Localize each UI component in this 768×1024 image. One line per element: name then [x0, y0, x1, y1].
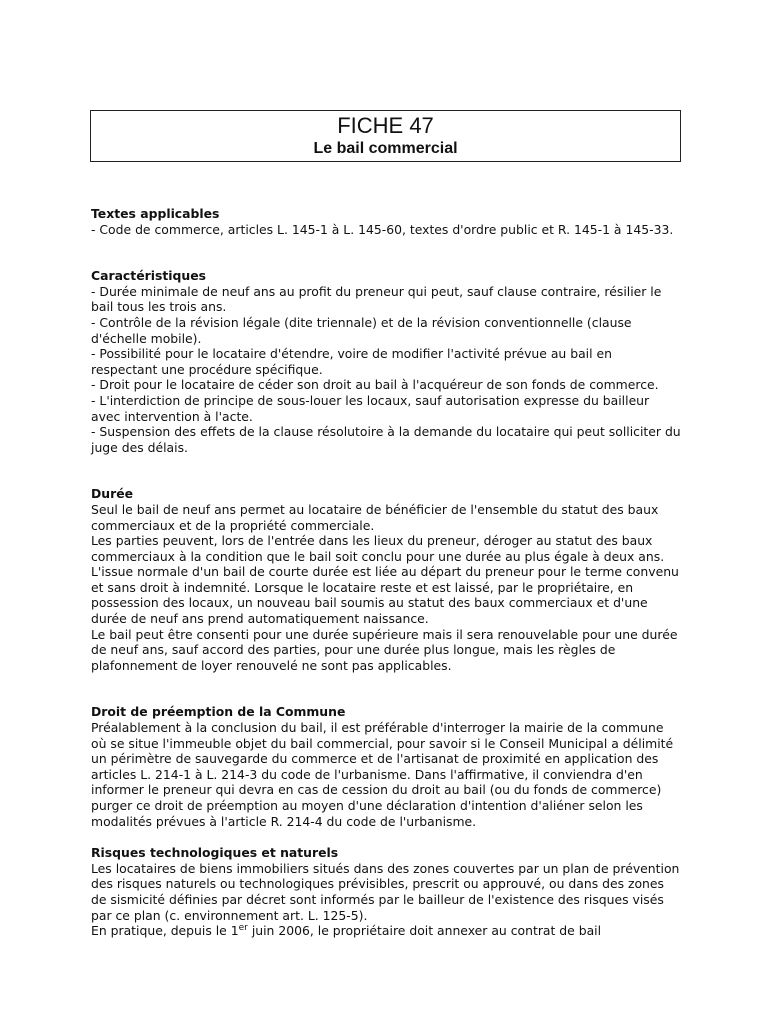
- paragraph: Les parties peuvent, lors de l'entrée dans les lieux du preneur, déroger au statut des baux commerciaux à la condition que le bail soit conclu pour une durée au plus égale à deux ans. L'issue normale d'un bail de courte durée est liée au départ du preneur pour le terme convenu et sans droit à indemnité. Lorsque le locataire reste et est laissé, par le propriétaire, en possession des locaux, un nouveau bail soumis au statut des baux commerciaux et d'une durée de neuf ans prend automatiquement naissance.: [91, 533, 679, 627]
- paragraph-last: [91, 923, 681, 939]
- section-heading: Risques technologiques et naturels: [91, 845, 339, 861]
- paragraph: - L'interdiction de principe de sous-louer les locaux, sauf autorisation expresse du bailleur avec intervention à l'acte.: [91, 392, 650, 424]
- paragraph: - Durée minimale de neuf ans au profit du preneur qui peut, sauf clause contraire, résilier le bail tous les trois ans.: [91, 283, 662, 315]
- text-run: En pratique, depuis le 1: [91, 923, 239, 939]
- section-heading: Droit de préemption de la Commune: [91, 704, 346, 720]
- text-run: juin 2006, le propriétaire doit annexer au contrat de bail: [247, 923, 602, 939]
- document-body: [91, 206, 681, 939]
- section-heading: Caractéristiques: [91, 268, 206, 284]
- paragraph: - Droit pour le locataire de céder son droit au bail à l'acquéreur de son fonds de commerce.: [91, 377, 659, 393]
- paragraph: - Code de commerce, articles L. 145-1 à L. 145-60, textes d'ordre public et R. 145-1 à 145-33.: [91, 221, 674, 237]
- page-subtitle: Le bail commercial: [313, 140, 458, 157]
- section-duree: [91, 486, 681, 673]
- section-preemption: [91, 704, 681, 829]
- superscript: er: [238, 923, 248, 934]
- paragraph: - Contrôle de la révision légale (dite triennale) et de la révision conventionnelle (clause d'échelle mobile).: [91, 314, 632, 346]
- paragraph: Le bail peut être consenti pour une durée supérieure mais il sera renouvelable pour une durée de neuf ans, sauf accord des parties, pour une durée plus longue, mais les règles de plafonnement de loyer renouvelé ne sont pas applicables.: [91, 626, 678, 673]
- paragraph: - Suspension des effets de la clause résolutoire à la demande du locataire qui peut solliciter du juge des délais.: [91, 424, 681, 455]
- section-risques: [91, 845, 681, 939]
- section-heading: Textes applicables: [91, 206, 220, 221]
- paragraph: - Possibilité pour le locataire d'étendre, voire de modifier l'activité prévue au bail en respectant une procédure spécifique.: [91, 346, 612, 377]
- section-heading: Durée: [91, 486, 134, 502]
- paragraph: Seul le bail de neuf ans permet au locataire de bénéficier de l'ensemble du statut des baux commerciaux et de la propriété commerciale.: [91, 501, 659, 533]
- page-title: FICHE 47: [337, 113, 434, 138]
- section-caracteristiques: [91, 268, 681, 455]
- paragraph: Les locataires de biens immobiliers situés dans des zones couvertes par un plan de prévention des risques naturels ou technologiques prévisibles, prescrit ou approuvé, ou dans des zones de sismicité définies par décret sont informés par le bailleur de l'existence des risques visés par ce plan (c. environnement art. L. 125-5).: [91, 860, 680, 923]
- section-textes: [91, 206, 681, 237]
- paragraph: Préalablement à la conclusion du bail, il est préférable d'interroger la mairie de la commune où se situe l'immeuble objet du bail commercial, pour savoir si le Conseil Municipal a délimité un périmètre de sauvegarde du commerce et de l'artisanat de proximité en application des articles L. 214-1 à L. 214-3 du code de l'urbanisme. Dans l'affirmative, il conviendra d'en informer le preneur qui devra en cas de cession du droit au bail (ou du fonds de commerce) purger ce droit de préemption au moyen d'une déclaration d'intention d'aliéner selon les modalités prévues à l'article R. 214-4 du code de l'urbanisme.: [91, 720, 674, 829]
- title-box: [90, 110, 681, 162]
